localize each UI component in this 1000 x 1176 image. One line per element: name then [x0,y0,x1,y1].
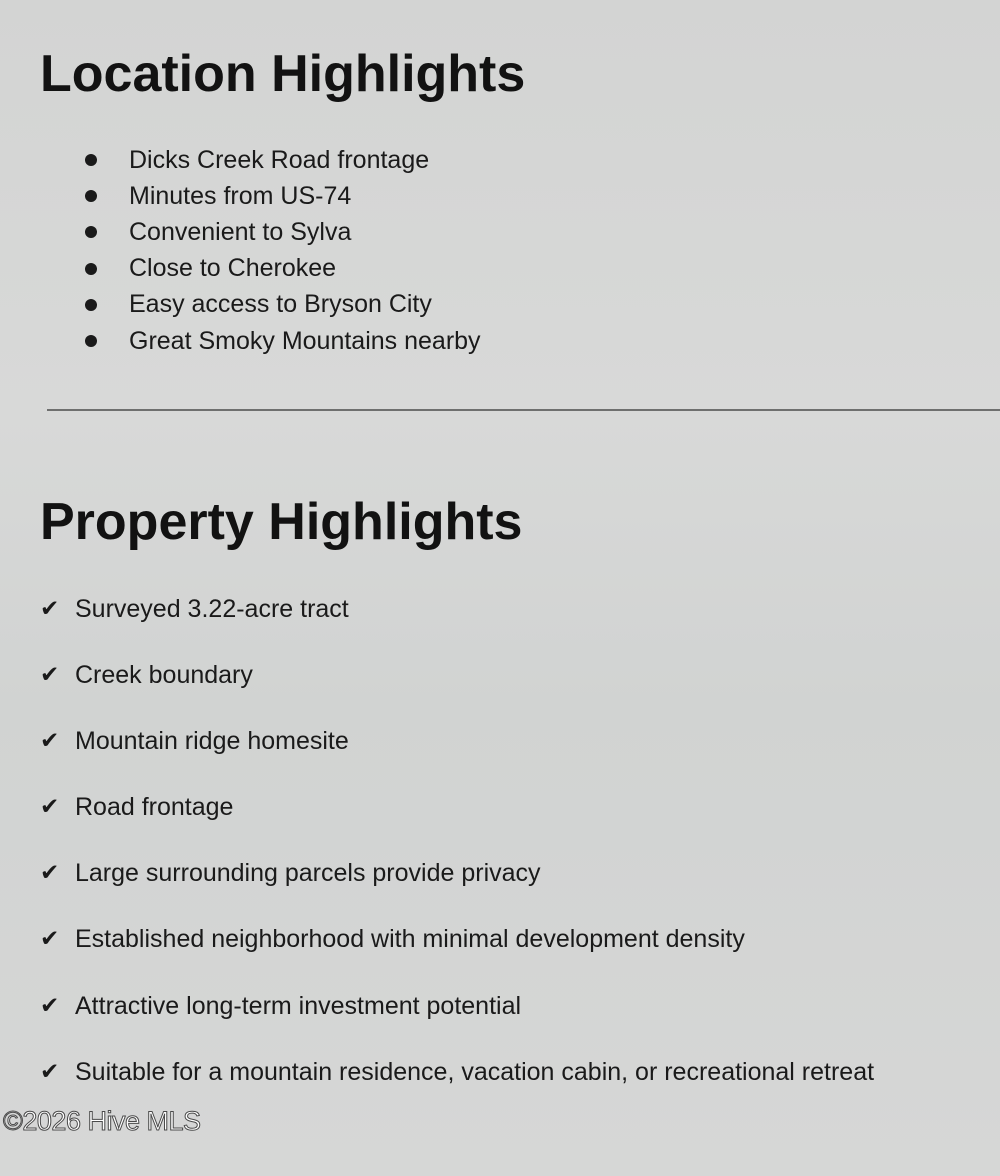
list-item-text: Creek boundary [75,661,253,690]
checkmark-icon: ✔ [40,596,60,622]
bullet-icon [85,263,97,275]
list-item [40,656,874,722]
list-item [85,251,481,287]
checkmark-icon: ✔ [40,662,60,689]
list-item-text: Mountain ridge homesite [75,727,349,756]
list-item [40,722,874,788]
checkmark-icon: ✔ [40,728,60,755]
list-item-text: Dicks Creek Road frontage [129,145,430,174]
property-highlights-heading: Property Highlights [40,493,523,551]
list-item [40,987,874,1053]
list-item [40,854,874,920]
list-item-text: Close to Cherokee [129,254,337,283]
list-item-text: Attractive long-term investment potential [75,991,522,1020]
list-item-text: Easy access to Bryson City [129,290,432,319]
bullet-icon [85,190,97,202]
list-item [85,178,481,214]
bullet-icon [85,335,97,347]
checkmark-icon: ✔ [40,992,60,1019]
list-item-text: Established neighborhood with minimal development density [75,925,745,954]
bullet-icon [85,226,97,238]
list-item [85,323,481,359]
copyright-watermark: ©2026 Hive MLS [3,1106,201,1136]
checkmark-icon: ✔ [40,860,60,887]
list-item-text: Minutes from US-74 [129,181,352,210]
checkmark-icon: ✔ [40,1058,60,1085]
location-highlights-list [85,142,481,359]
bullet-icon [85,299,97,311]
list-item-text: Great Smoky Mountains nearby [129,326,481,355]
list-item [85,214,481,250]
checkmark-icon: ✔ [40,794,60,821]
list-item-text: Road frontage [75,793,234,822]
list-item [40,920,874,986]
bullet-icon [85,154,97,166]
property-highlights-list [40,590,874,1119]
list-item-text: Suitable for a mountain residence, vacation cabin, or recreational retreat [75,1057,875,1086]
list-item [40,788,874,854]
section-divider [47,409,1000,411]
location-highlights-heading: Location Highlights [40,45,526,103]
list-item [40,590,874,656]
checkmark-icon: ✔ [40,926,60,953]
list-item-text: Convenient to Sylva [129,217,352,246]
list-item [85,142,481,178]
list-item-text: Large surrounding parcels provide privacy [75,859,541,888]
list-item-text: Surveyed 3.22-acre tract [75,595,349,623]
list-item [85,287,481,323]
